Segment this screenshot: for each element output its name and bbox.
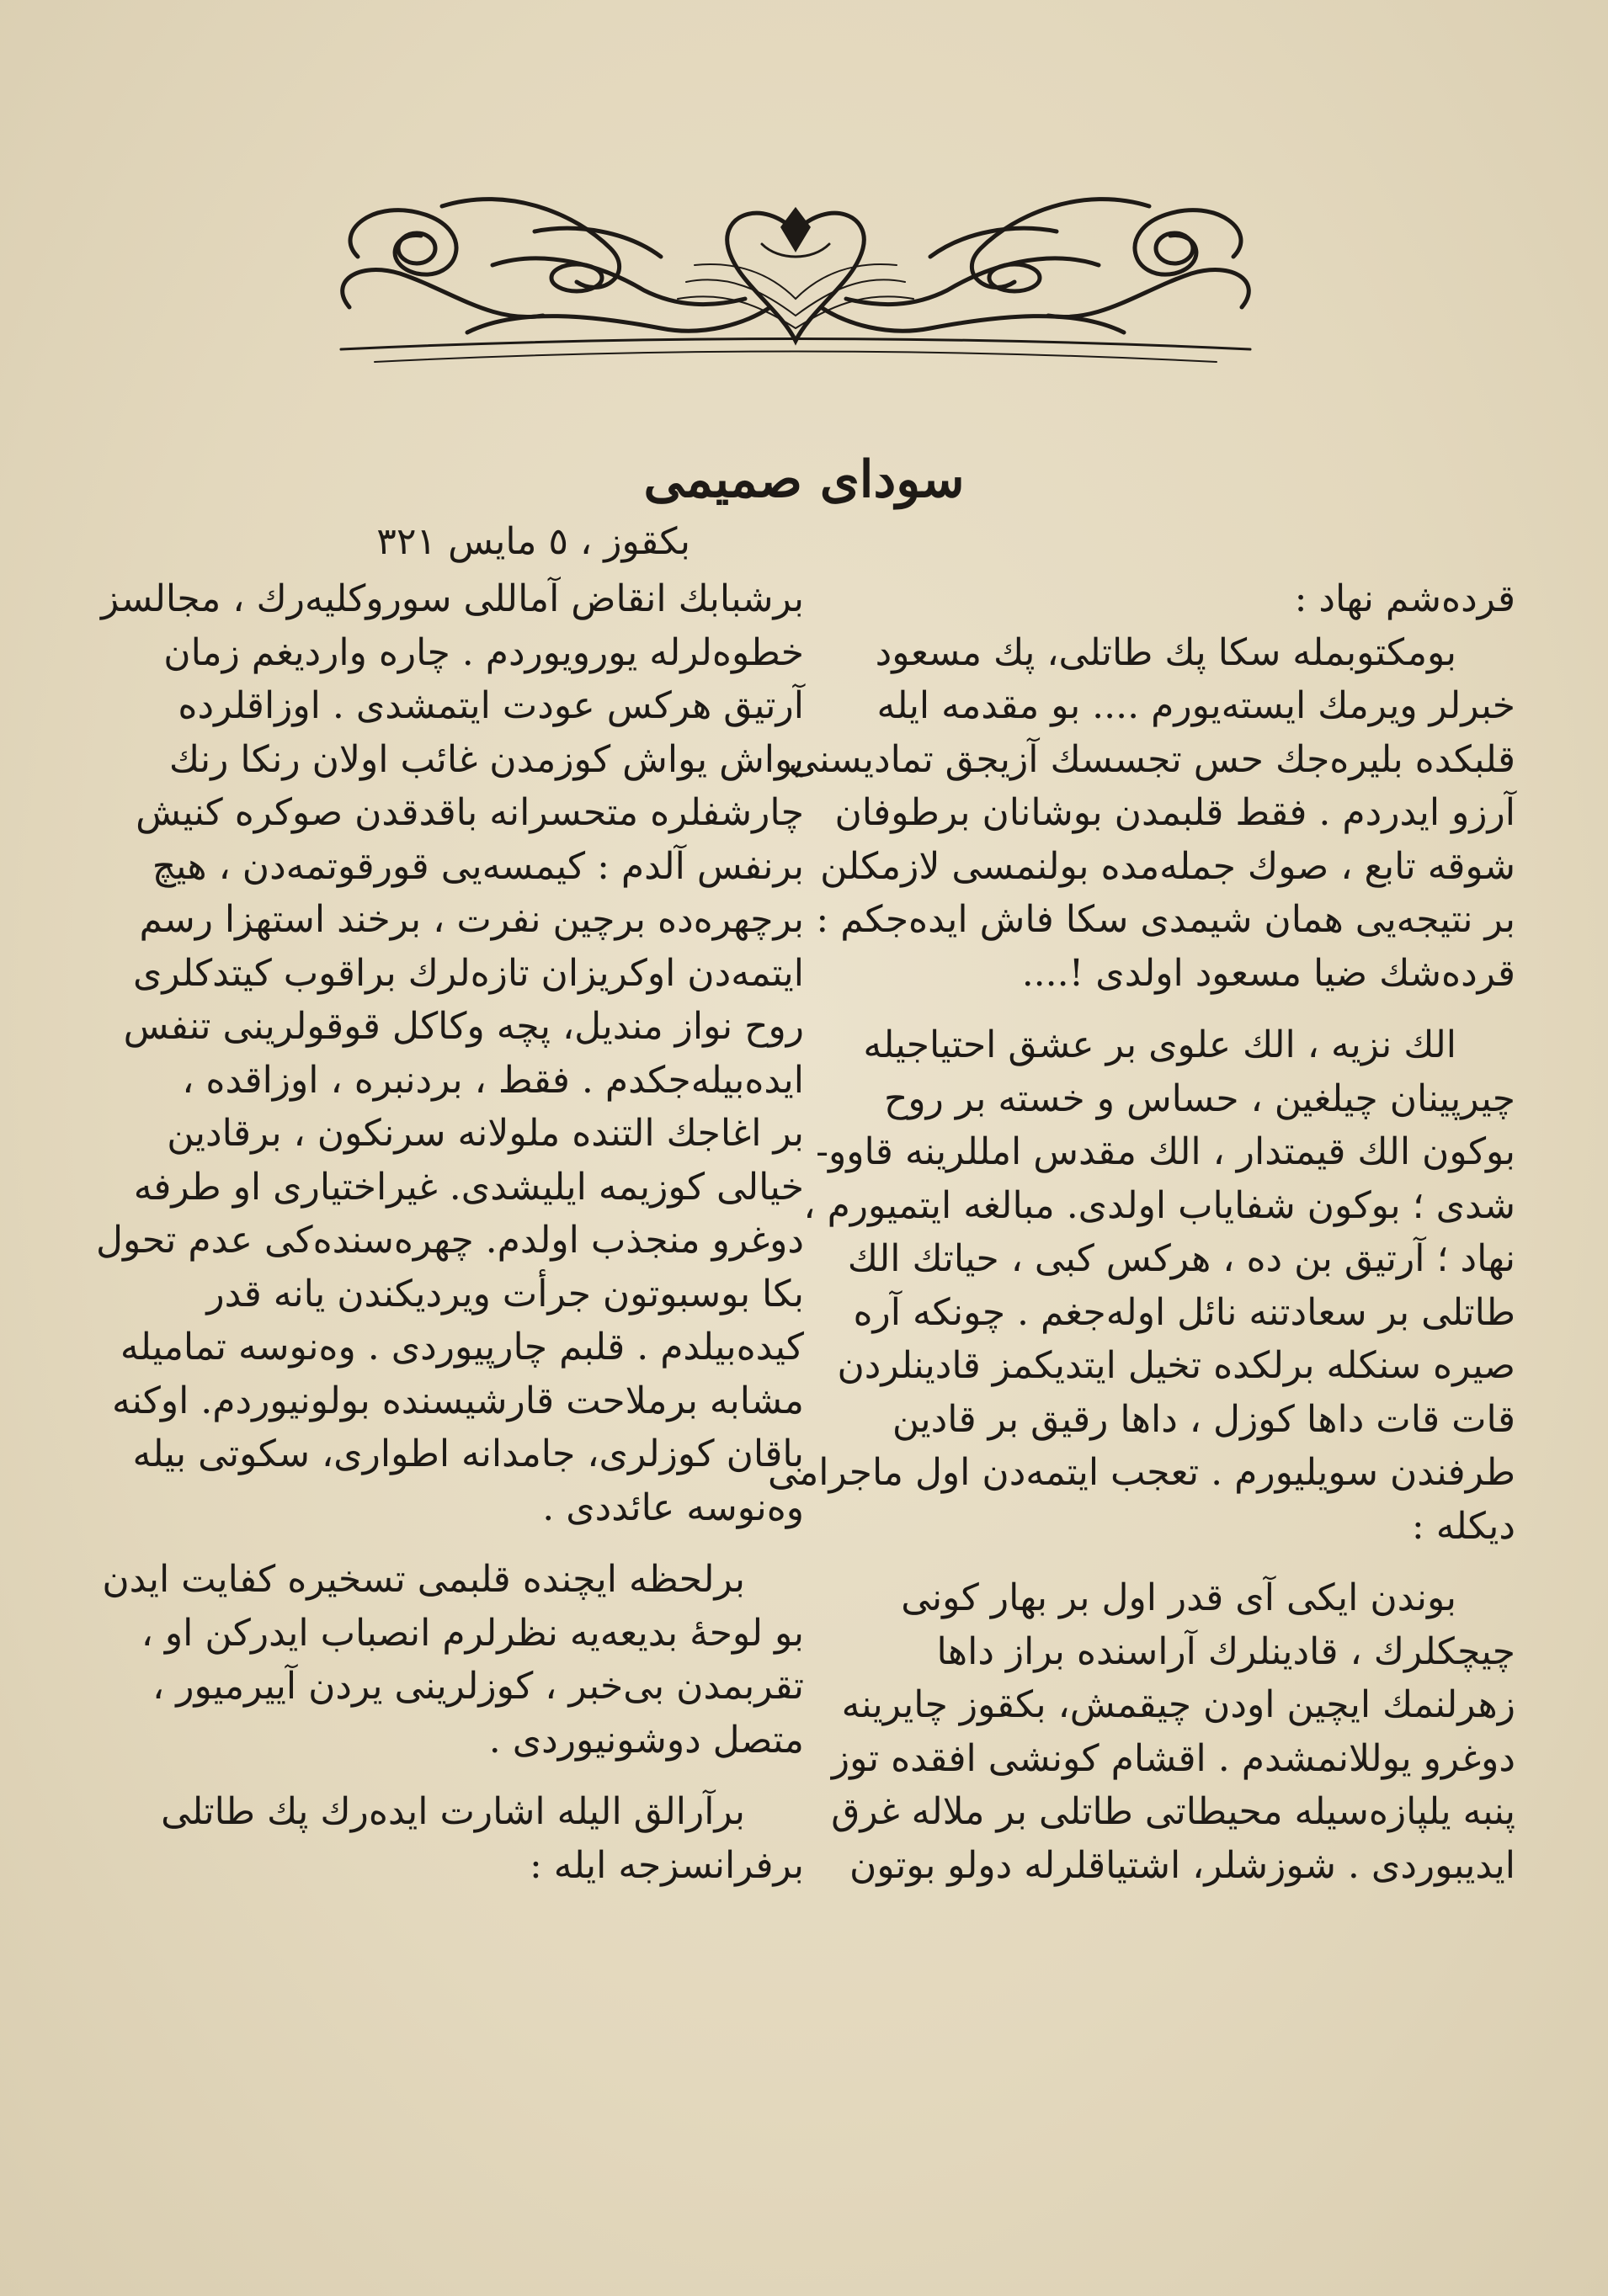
text-line: برفرانسزجه ایله : (529, 1843, 804, 1887)
text-line: خیالی کوزیمه ایلیشدی. غیراختیاری او طرفه (133, 1165, 804, 1209)
text-line: قرده‌شم نهاد : (1294, 577, 1515, 620)
text-line: صیره سنکله برلکده تخیل ایتدیکمز قادینلردن (837, 1344, 1515, 1387)
text-line: بوکون الك قیمتدار ، الك مقدس امللرینه قاوو- (816, 1130, 1515, 1173)
text-line: قرده‌شك ضیا مسعود اولدی !.... (1021, 951, 1515, 995)
text-line: طاتلی بر سعادتنه نائل اوله‌جغم . چونکه آره (853, 1290, 1515, 1334)
text-line: نهاد ؛ آرتیق بن ده ، هرکس کبی ، حیاتك الك (847, 1237, 1515, 1280)
text-line: آرتیق هرکس عودت ایتمشدی . اوزاقلرده (178, 684, 804, 727)
text-line: ایده‌بیله‌جکدم . فقط ، بردنبره ، اوزاقده ، (182, 1058, 804, 1102)
text-line: شوقه تابع ، صوك جمله‌مده بولنمسی لازمکلن (820, 844, 1515, 888)
text-line: روح نواز مندیل، پچه وکاکل قوقولرینی تنفس (123, 1005, 804, 1048)
text-line: بو لوحهٔ بدیعه‌یه نظرلرم انصباب ایدرکن او ، (141, 1611, 804, 1655)
text-line: بومکتوبمله سکا پك طاتلی، پك مسعود (875, 630, 1456, 674)
text-line: شدی ؛ بوکون شفایاب اولدی. مبالغه ایتمیورم ، (803, 1183, 1515, 1227)
head-ornament (324, 181, 1267, 391)
text-line: آرزو ایدردم . فقط قلبمدن بوشانان برطوفان (834, 791, 1515, 834)
left-column (96, 572, 804, 1892)
text-line: کیده‌بیلدم . قلبم چارپیوردی . وه‌نوسه تمامیله (120, 1326, 804, 1369)
text-line: باقان کوزلری، جامدانه اطواری، سکوتی بیله (132, 1432, 804, 1475)
text-line: زهرلنمك ایچین اودن چیقمش، بکقوز چایرینه (841, 1683, 1515, 1726)
text-line: خطوه‌لرله یورویوردم . چاره واردیغم زمان (163, 630, 804, 674)
text-line: برآرالق الیله اشارت ایده‌رك پك طاتلی (161, 1790, 745, 1833)
article-title: سودای صمیمی (643, 450, 965, 509)
text-line: برچهره‌ده برچین نفرت ، برخند استهزا رسم (139, 898, 804, 941)
dateline: بکقوز ، ٥ مایس ٣٢١ (376, 520, 690, 563)
text-line: خبرلر ویرمك ایسته‌یورم .... بو مقدمه ایله (876, 684, 1515, 727)
text-line: دیکله : (1411, 1504, 1515, 1548)
text-line: دوغرو یوللانمشدم . اقشام کونشی افقده توز (831, 1736, 1515, 1780)
text-line: چیرپینان چیلغین ، حساس و خسته بر روح (884, 1076, 1515, 1120)
text-line: دوغرو منجذب اولدم. چهره‌سنده‌کی عدم تحول (96, 1219, 804, 1262)
text-line: برلحظه ایچنده قلبمی تسخیره کفایت ایدن (102, 1558, 745, 1601)
text-line: ایتمه‌دن اوکریزان تازه‌لرك براقوب کیتدکلری (132, 951, 804, 995)
text-line: برنفس آلدم : کیمسه‌یی قورقوتمه‌دن ، هیچ (152, 844, 804, 888)
text-line: قلبکده بلیره‌جك حس تجسسك آزیجق تمادیسنی (788, 737, 1515, 781)
text-line: چارشفلره متحسرانه باقدقدن صوکره کنیش (136, 791, 804, 834)
text-line: پنبه یلپازه‌سیله محیطاتی طاتلی بر ملاله غرق (831, 1790, 1515, 1833)
text-line: یواش یواش کوزمدن غائب اولان رنکا رنك (168, 737, 804, 781)
text-line: مشابه برملاحت قارشیسنده بولونیوردم. اوکنه (112, 1379, 804, 1422)
text-line: بر نتیجه‌یی همان شیمدی سکا فاش ایده‌جکم : (816, 898, 1515, 941)
text-line: تقربمدن بی‌خبر ، کوزلرینی یردن آییرمیور ، (152, 1665, 804, 1708)
text-line: قات قات داها کوزل ، داها رقیق بر قادین (892, 1397, 1515, 1441)
text-line: متصل دوشونیوردی . (488, 1718, 804, 1762)
text-line: الك نزیه ، الك علوی بر عشق احتیاجیله (863, 1023, 1456, 1066)
text-line: بکا بوسبوتون جرأت ویردیکندن یانه قدر (206, 1272, 804, 1315)
text-line: چیچکلرك ، قادینلرك آراسنده براز داها (936, 1629, 1515, 1673)
text-line: وه‌نوسه عائددی . (542, 1485, 804, 1529)
text-line: بر اغاجك التنده ملولانه سرنکون ، برقادین (167, 1112, 804, 1155)
text-line: طرفندن سویلیورم . تعجب ایتمه‌دن اول ماجرامی (768, 1451, 1515, 1494)
text-line: برشبابك انقاض آماللی سوروکلیه‌رك ، مجالسز (100, 577, 804, 620)
text-line: ایدیبوردی . شوزشلر، اشتیاقلرله دولو بوتون (849, 1843, 1515, 1887)
text-line: بوندن ایکی آی قدر اول بر بهار کونی (901, 1576, 1456, 1619)
right-column (768, 572, 1515, 1892)
